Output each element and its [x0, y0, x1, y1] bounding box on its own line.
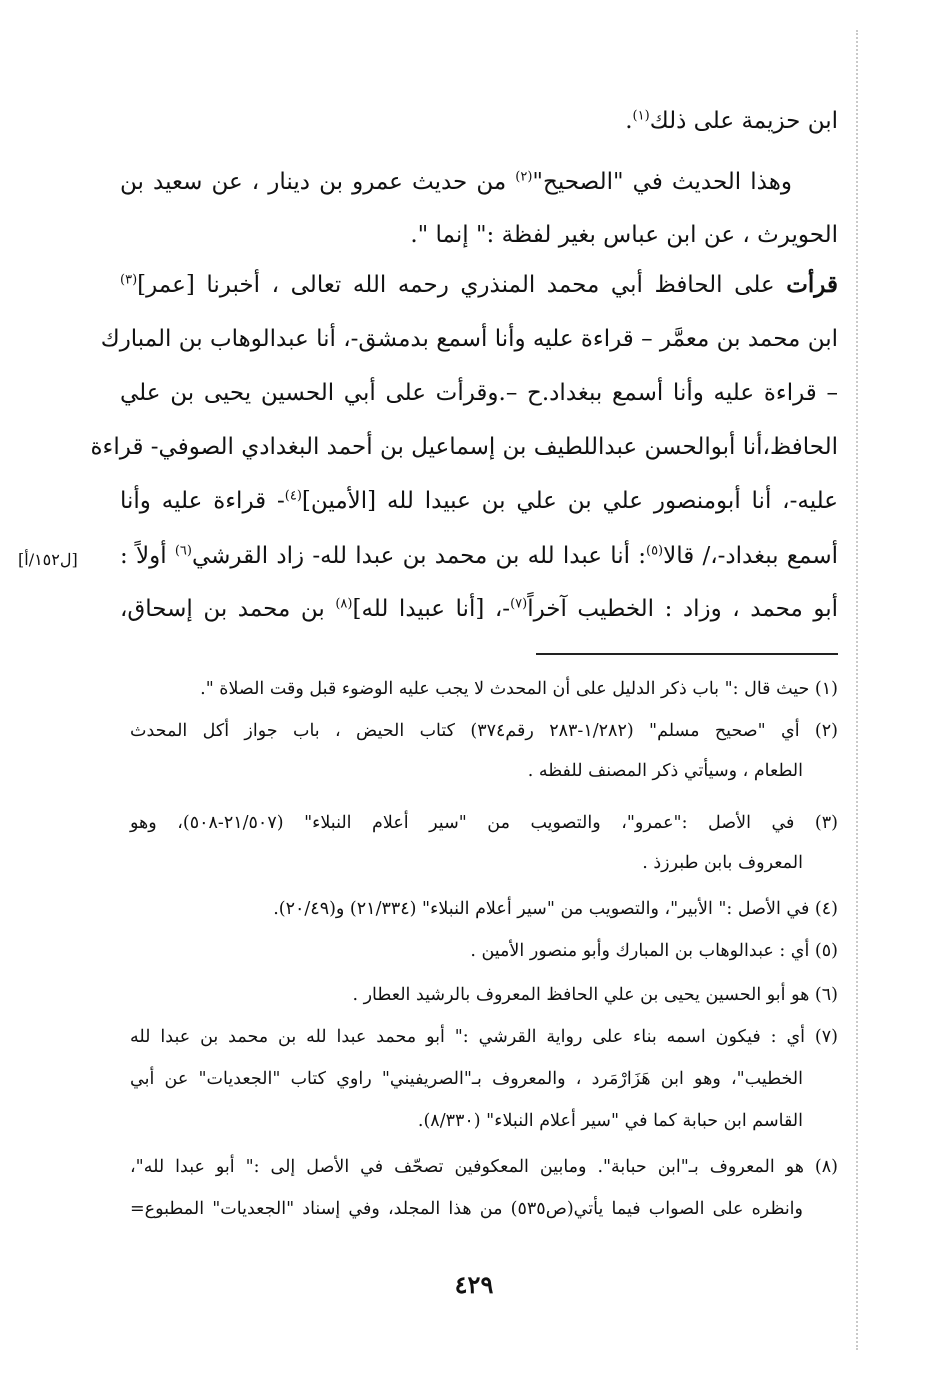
footnote-3-cont: المعروف بابن طبرزذ .	[642, 853, 803, 873]
body-line: قرأت على الحافظ أبي محمد المنذري رحمه الله تعالى ، أخبرنا [عمر]$^{(٣)}$	[120, 271, 838, 298]
footnote-separator	[536, 653, 838, 655]
footnote-7-cont: القاسم ابن حبابة كما في "سير أعلام النبلاء" (٨/٣٣٠).	[417, 1111, 803, 1131]
footnote-5: (٥) أي : عبدالوهاب بن المبارك وأبو منصور الأمين .	[470, 941, 838, 961]
footnote-marker[interactable]: (٧)	[510, 596, 528, 612]
body-line: الحافظ،أنا أبوالحسن عبداللطيف بن إسماعيل بن أحمد البغدادي الصوفي- قراءة	[90, 434, 838, 460]
footnote-marker[interactable]: (٨)	[335, 596, 353, 612]
footnote-8: (٨) هو المعروف بـ"ابن حبابة". ومابين المعكوفين تصحّف في الأصل إلى :" أبو عبدا لله"،	[130, 1157, 838, 1177]
body-line: وهذا الحديث في "الصحيح"$^{(٢)}$ من حديث عمرو بن دينار ، عن سعيد بن	[120, 169, 792, 195]
footnote-marker[interactable]: (١)	[632, 108, 650, 124]
footnote-4: (٤) في الأصل :" الأبير"، والتصويب من "سير أعلام النبلاء" (٢١/٣٣٤) و(٢٠/٤٩).	[273, 899, 838, 919]
page-edge-dots	[856, 30, 862, 1350]
reading-keyword: قرأت	[786, 271, 838, 298]
footnote-2-cont: الطعام ، وسيأتي ذكر المصنف للفظه .	[527, 761, 803, 781]
footnote-7-cont: الخطيب"، وهو ابن هَزَارْمَرد ، والمعروف بـ"الصريفيني" راوي كتاب "الجعديات" عن أبي	[130, 1069, 803, 1089]
footnote-7: (٧) أي : فيكون اسمه بناء على رواية القرشي :" أبو محمد عبدا لله بن محمد بن عبدا لله	[130, 1027, 838, 1047]
body-line: – قراءة عليه وأنا أسمع ببغداد.ح –.وقرأت على أبي الحسين يحيى بن علي	[120, 380, 838, 406]
footnote-1: (١) حيث قال :" باب ذكر الدليل على أن المحدث لا يجب عليه الوضوء قبل وقت الصلاة ".	[200, 679, 838, 699]
footnote-2: (٢) أي "صحيح مسلم" (١/٢٨٢-٢٨٣ رقم٣٧٤) كتاب الحيض ، باب جواز أكل المحدث	[130, 721, 838, 741]
footnote-3: (٣) في الأصل :"عمرو"، والتصويب من "سير أعلام النبلاء" (٢١/٥٠٧-٥٠٨)، وهو	[130, 813, 838, 833]
page-number: ٤٢٩	[454, 1270, 494, 1299]
footnote-marker[interactable]: (٣)	[120, 272, 138, 288]
footnote-8-cont: وانظره على الصواب فيما يأتي(ص٥٣٥) من هذا المجلد، وفي إسناد "الجعديات" المطبوع=	[130, 1199, 803, 1219]
footnote-marker[interactable]: (٥)	[645, 543, 664, 559]
footnote-6: (٦) هو أبو الحسين يحيى بن علي الحافظ المعروف بالرشيد العطار .	[352, 985, 838, 1005]
footnote-marker[interactable]: (٤)	[284, 488, 302, 504]
body-line: ابن محمد بن معمَّر – قراءة عليه وأنا أسمع بدمشق-، أنا عبدالوهاب بن المبارك	[100, 326, 838, 352]
footnote-marker[interactable]: (٢)	[515, 169, 533, 185]
body-line: عليه-، أنا أبومنصور علي بن علي بن عبيدا لله [الأمين]$^{(٤)}$- قراءة عليه وأنا	[120, 488, 838, 514]
footnote-marker[interactable]: (٦)	[174, 543, 192, 559]
body-line: ابن حزيمة على ذلك$^{(١)}$.	[625, 108, 838, 134]
body-line: الحويرث ، عن ابن عباس بغير لفظة :" إنما ".	[410, 222, 838, 248]
body-line: أبو محمد ، وزاد : الخطيب آخراً$^{(٧)}$-، [أنا عبيدا لله]$^{(٨)}$ بن محمد بن إسحاق،	[120, 596, 839, 622]
manuscript-folio-ref: [ل١٥٢/أ]	[18, 550, 78, 569]
body-line: أسمع ببغداد-،/ قالا$^{(٥)}$: أنا عبدا لله بن محمد بن عبدا لله- زاد القرشي$^{(٦)}$ أولاً :	[120, 543, 838, 569]
